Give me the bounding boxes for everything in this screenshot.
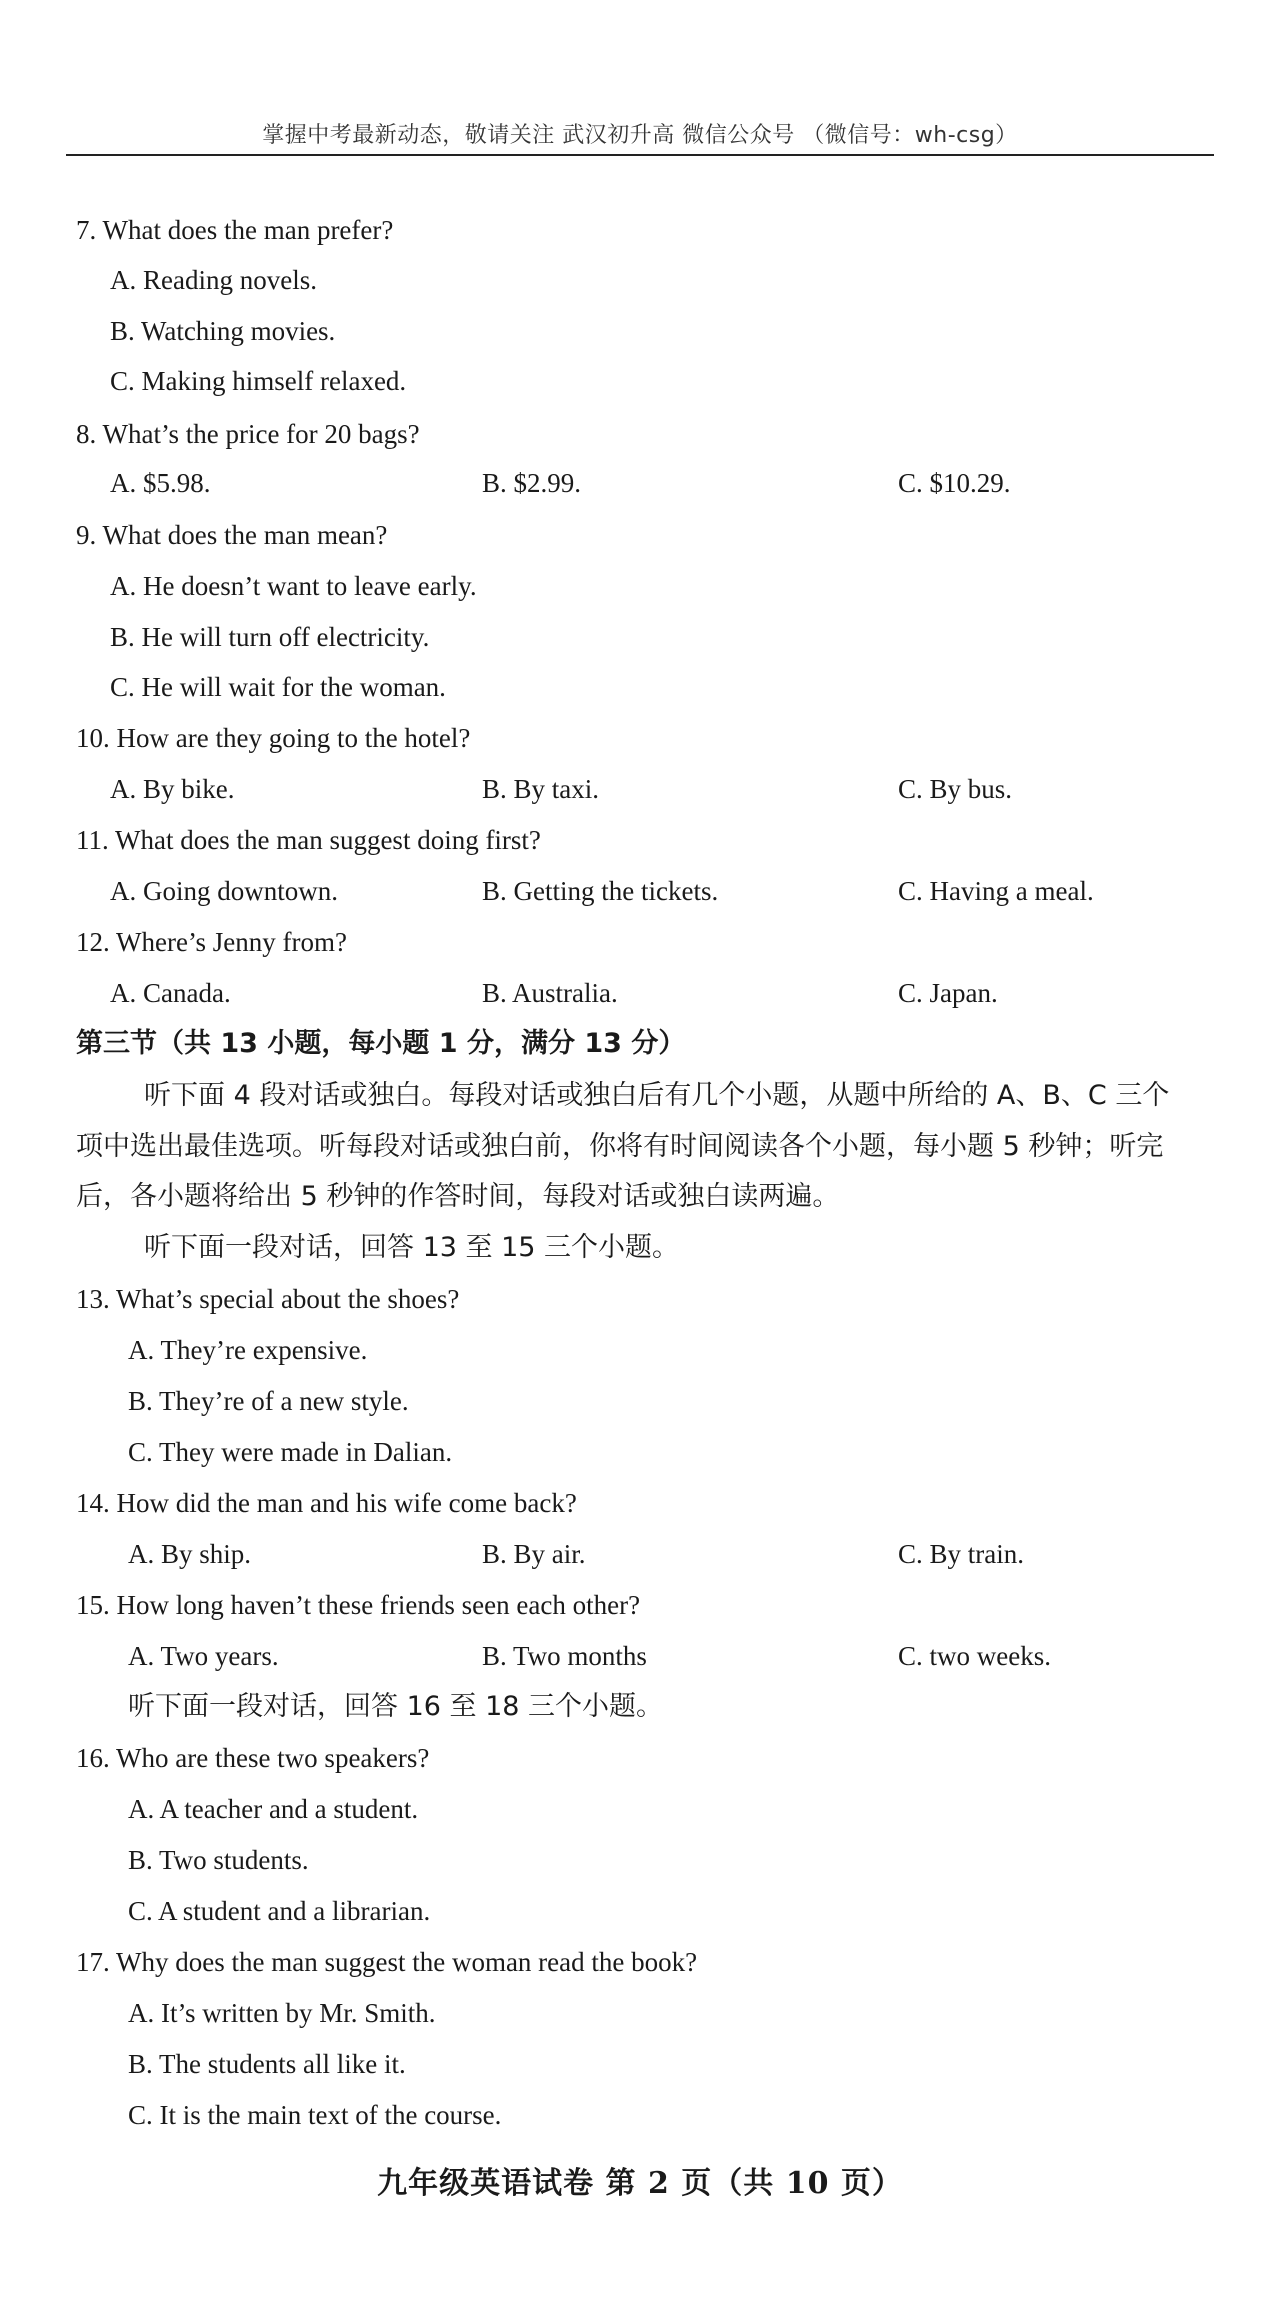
section-title: 第三节（共 13 小题，每小题 1 分，满分 13 分） — [76, 1028, 686, 1059]
option-a: A. He doesn’t want to leave early. — [110, 571, 477, 601]
option-a: A. Two years. — [128, 1641, 279, 1671]
option-b: B. Australia. — [482, 978, 618, 1008]
option-a: A. Canada. — [110, 978, 231, 1008]
option-c: C. They were made in Dalian. — [128, 1437, 453, 1467]
question-stem: 8. What’s the price for 20 bags? — [76, 419, 420, 449]
option-b: B. Two students. — [128, 1845, 309, 1875]
question-stem: 11. What does the man suggest doing first? — [76, 825, 541, 855]
option-a: A. It’s written by Mr. Smith. — [128, 1998, 436, 2028]
option-a: A. By bike. — [110, 774, 235, 804]
question-stem: 9. What does the man mean? — [76, 520, 388, 550]
option-c: C. $10.29. — [898, 468, 1011, 498]
option-b: B. Two months — [482, 1641, 647, 1671]
option-b: B. They’re of a new style. — [128, 1386, 409, 1416]
option-c: C. He will wait for the woman. — [110, 672, 446, 702]
option-a: A. $5.98. — [110, 468, 211, 498]
listening-prompt: 听下面一段对话，回答 16 至 18 三个小题。 — [128, 1691, 664, 1722]
option-b: B. Watching movies. — [110, 316, 336, 346]
listening-prompt: 听下面一段对话，回答 13 至 15 三个小题。 — [144, 1232, 680, 1263]
option-b: B. Getting the tickets. — [482, 876, 719, 906]
option-a: A. Reading novels. — [110, 265, 317, 295]
question-stem: 17. Why does the man suggest the woman read the book? — [76, 1947, 698, 1977]
question-stem: 16. Who are these two speakers? — [76, 1743, 430, 1773]
question-stem: 14. How did the man and his wife come back? — [76, 1488, 577, 1518]
option-c: C. A student and a librarian. — [128, 1896, 431, 1926]
header-divider — [66, 154, 1214, 156]
option-a: A. A teacher and a student. — [128, 1794, 419, 1824]
option-a: A. By ship. — [128, 1539, 252, 1569]
question-stem: 13. What’s special about the shoes? — [76, 1284, 460, 1314]
option-a: A. Going downtown. — [110, 876, 338, 906]
page-header: 掌握中考最新动态，敬请关注 武汉初升高 微信公众号 （微信号：wh-csg） — [262, 123, 1018, 148]
option-b: B. The students all like it. — [128, 2049, 406, 2079]
question-stem: 10. How are they going to the hotel? — [76, 723, 471, 753]
option-b: B. By air. — [482, 1539, 586, 1569]
option-a: A. They’re expensive. — [128, 1335, 368, 1365]
question-stem: 12. Where’s Jenny from? — [76, 927, 347, 957]
question-stem: 7. What does the man prefer? — [76, 215, 394, 245]
option-b: B. $2.99. — [482, 468, 582, 498]
page-footer: 九年级英语试卷 第 2 页（共 10 页） — [377, 2166, 903, 2201]
option-c: C. Having a meal. — [898, 876, 1094, 906]
option-b: B. He will turn off electricity. — [110, 622, 430, 652]
option-c: C. By bus. — [898, 774, 1013, 804]
option-c: C. Japan. — [898, 978, 998, 1008]
option-c: C. It is the main text of the course. — [128, 2100, 502, 2130]
section-instruction: 项中选出最佳选项。听每段对话或独白前，你将有时间阅读各个小题，每小题 5 秒钟；听完 — [76, 1131, 1164, 1162]
section-instruction: 后，各小题将给出 5 秒钟的作答时间，每段对话或独白读两遍。 — [76, 1181, 840, 1212]
section-instruction: 听下面 4 段对话或独白。每段对话或独白后有几个小题，从题中所给的 A、B、C 三个 — [144, 1080, 1170, 1111]
option-b: B. By taxi. — [482, 774, 600, 804]
option-c: C. By train. — [898, 1539, 1024, 1569]
option-c: C. Making himself relaxed. — [110, 366, 407, 396]
option-c: C. two weeks. — [898, 1641, 1051, 1671]
question-stem: 15. How long haven’t these friends seen each other? — [76, 1590, 641, 1620]
